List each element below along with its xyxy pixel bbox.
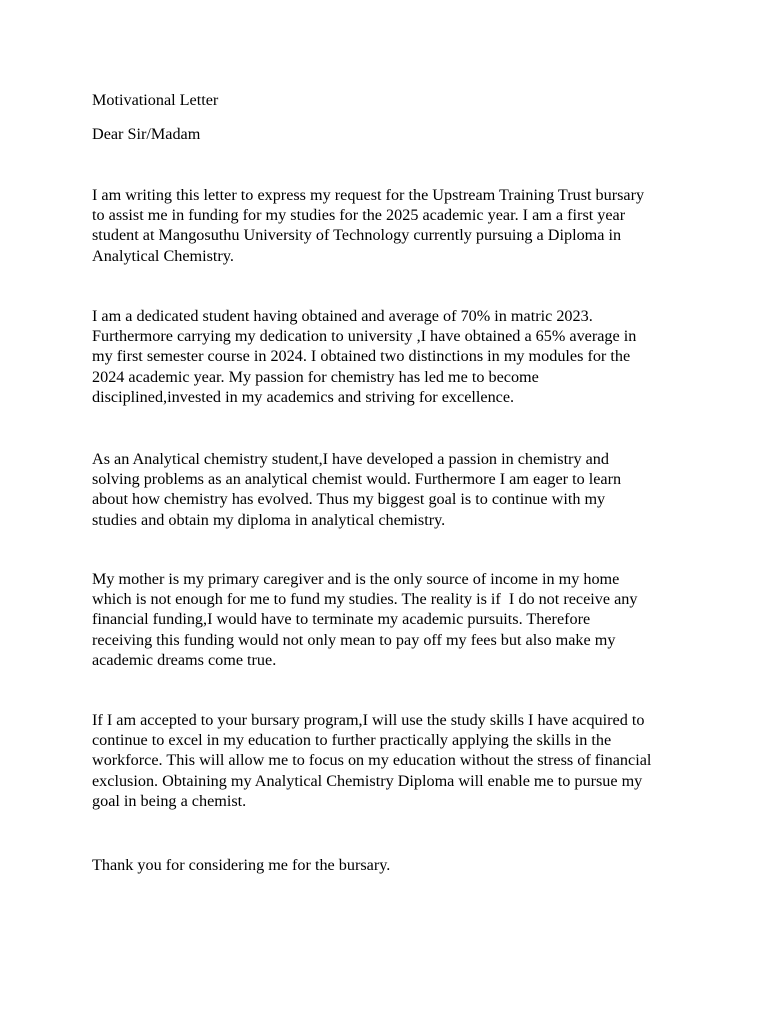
paragraph-line: student at Mangosuthu University of Technology currently pursuing a Diploma in (92, 226, 622, 245)
paragraph-passion (92, 449, 692, 530)
paragraph-line: As an Analytical chemistry student,I have developed a passion in chemistry and (92, 450, 609, 468)
paragraph-academic-record (92, 306, 692, 407)
paragraph-line: I am writing this letter to express my request for the Upstream Training Trust bursary (92, 186, 645, 204)
paragraph-line: disciplined,invested in my academics and striving for excellence. (92, 387, 515, 406)
paragraph-line: academic dreams come true. (92, 650, 277, 669)
paragraph-line: I am a dedicated student having obtained and average of 70% in matric 2023. (92, 307, 593, 325)
paragraph-line: My mother is my primary caregiver and is the only source of income in my home (92, 570, 620, 588)
paragraph-line: 2024 academic year. My passion for chemistry has led me to become (92, 367, 539, 386)
paragraph-financial-need (92, 569, 692, 670)
paragraph-line: Analytical Chemistry. (92, 246, 234, 265)
paragraph-closing (92, 855, 692, 875)
paragraph-line: receiving this funding would not only mean to pay off my fees but also make my (92, 630, 616, 649)
paragraph-future-plans (92, 710, 692, 811)
paragraph-line: my first semester course in 2024. I obtained two distinctions in my modules for the (92, 347, 631, 366)
paragraph-line: Furthermore carrying my dedication to university ,I have obtained a 65% average in (92, 327, 637, 346)
paragraph-line: Thank you for considering me for the bursary. (92, 856, 391, 874)
paragraph-line: goal in being a chemist. (92, 791, 247, 810)
paragraph-line: which is not enough for me to fund my studies. The reality is if I do not receive any (92, 590, 638, 609)
paragraph-bursary-request (92, 185, 692, 266)
paragraph-line: financial funding,I would have to terminate my academic pursuits. Therefore (92, 610, 591, 629)
paragraph-line: about how chemistry has evolved. Thus my biggest goal is to continue with my (92, 490, 606, 509)
letter-title: Motivational Letter (92, 91, 219, 109)
paragraph-line: continue to excel in my education to further practically applying the skills in the (92, 731, 612, 750)
salutation: Dear Sir/Madam (92, 125, 201, 143)
paragraph-line: workforce. This will allow me to focus on my education without the stress of financial (92, 751, 652, 770)
paragraph-line: solving problems as an analytical chemist would. Furthermore I am eager to learn (92, 470, 622, 489)
paragraph-line: studies and obtain my diploma in analytical chemistry. (92, 510, 446, 529)
paragraph-line: to assist me in funding for my studies for the 2025 academic year. I am a first year (92, 206, 626, 225)
paragraph-line: If I am accepted to your bursary program,I will use the study skills I have acquired to (92, 711, 645, 729)
paragraph-line: exclusion. Obtaining my Analytical Chemistry Diploma will enable me to pursue my (92, 771, 643, 790)
